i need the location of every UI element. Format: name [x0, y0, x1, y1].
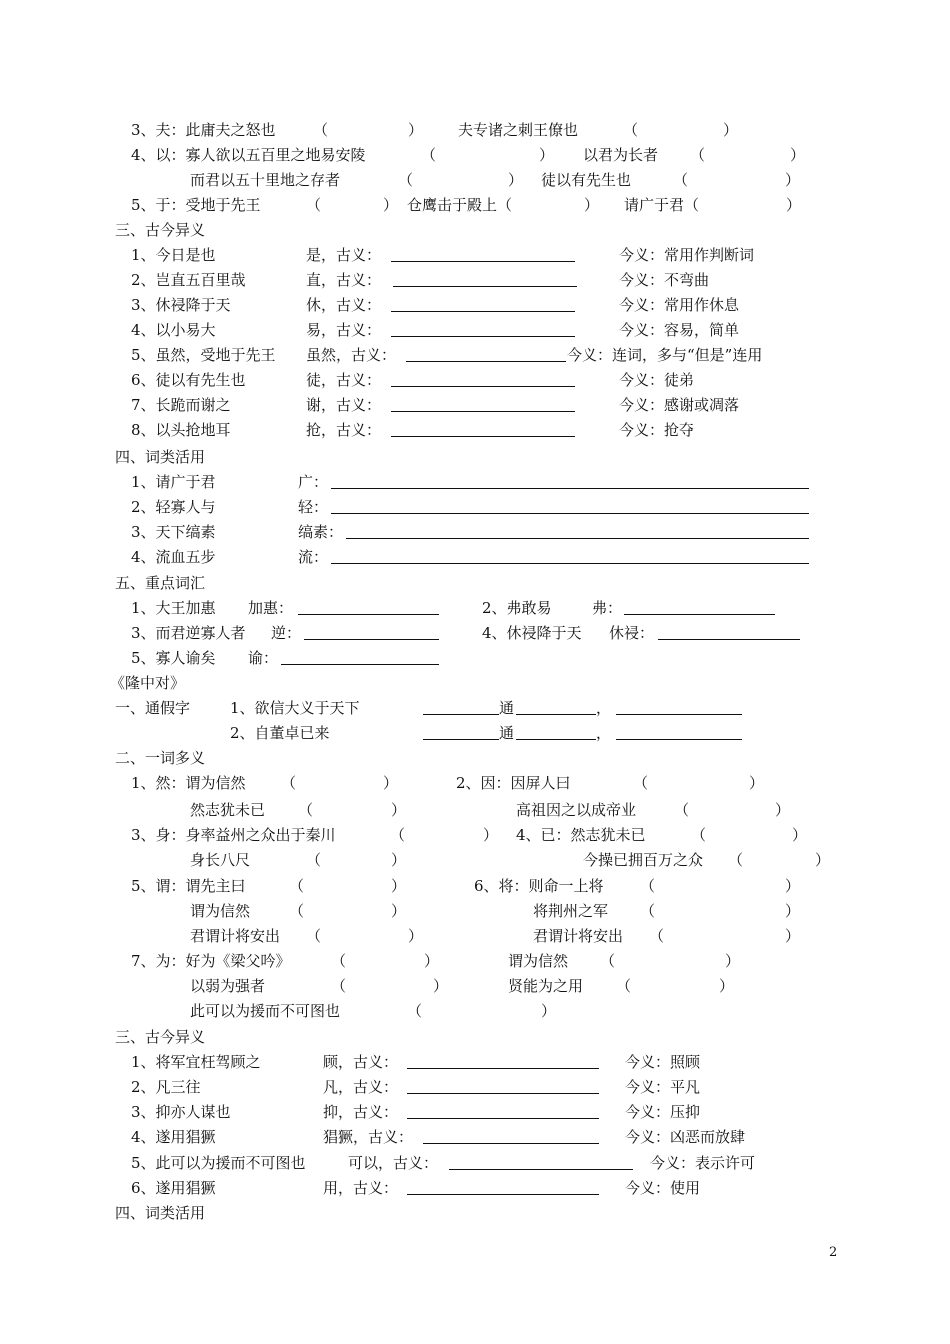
entry-text: 5、此可以为援而不可图也 — [131, 1154, 306, 1172]
entry-text: 3、抑亦人谋也 — [131, 1103, 231, 1121]
word-label: 广： — [298, 473, 329, 491]
answer-blank[interactable] — [407, 1052, 599, 1069]
page-number: 2 — [829, 1245, 838, 1260]
gu-label: 休，古义： — [306, 296, 382, 314]
paren-close: ） — [785, 927, 801, 945]
gu-label: 凡，古义： — [323, 1078, 399, 1096]
jin-text: 今义：容易，简单 — [619, 321, 740, 339]
word-label: 轻： — [298, 498, 329, 516]
section-heading: 三、古今异义 — [115, 1028, 206, 1046]
jin-text: 今义：常用作休息 — [619, 296, 740, 314]
word-label: 弗： — [592, 599, 623, 617]
word-label: 流： — [298, 548, 329, 566]
answer-blank[interactable] — [516, 698, 596, 715]
answer-blank[interactable] — [331, 497, 809, 514]
section-heading: 四、词类活用 — [115, 448, 206, 466]
entry-text: 5、谓：谓先主曰 — [131, 877, 246, 895]
entry-text: 2、轻寡人与 — [131, 498, 216, 516]
gu-label: 抑，古义： — [323, 1103, 399, 1121]
entry-text: 4、以：寡人欲以五百里之地易安陵 — [131, 146, 366, 164]
paren-open: （ — [289, 877, 305, 895]
paren-open: （ — [331, 977, 347, 995]
jin-text: 今义：不弯曲 — [619, 271, 710, 289]
gu-label: 虽然，古义： — [306, 346, 397, 364]
paren-open: （ — [390, 826, 406, 844]
answer-blank[interactable] — [658, 623, 800, 640]
gu-label: 猖獗，古义： — [323, 1128, 414, 1146]
entry-text: 谓为信然 — [508, 952, 569, 970]
entry-text: 君谓计将安出 — [190, 927, 281, 945]
gu-label: 谢，古义： — [306, 396, 382, 414]
paren-open: （ — [306, 851, 322, 869]
answer-blank[interactable] — [516, 723, 596, 740]
entry-text: 请广于君（ — [624, 196, 700, 214]
entry-text: 而君以五十里地之存者 — [190, 171, 341, 189]
answer-blank[interactable] — [407, 1102, 599, 1119]
entry-text: 3、身：身率益州之众出于秦川 — [131, 826, 336, 844]
section-heading: 三、古今异义 — [115, 221, 206, 239]
section-heading: 四、词类活用 — [115, 1204, 206, 1222]
paren-open: （ — [616, 977, 632, 995]
answer-blank[interactable] — [304, 623, 439, 640]
word-label: 休祲： — [609, 624, 655, 642]
jin-text: 今义：表示许可 — [650, 1154, 756, 1172]
paren-close: ） — [785, 902, 801, 920]
answer-blank[interactable] — [281, 648, 439, 665]
entry-text: 贤能为之用 — [508, 977, 584, 995]
section-heading: 一、通假字 — [115, 699, 191, 717]
paren-close: ） — [792, 826, 808, 844]
answer-blank[interactable] — [407, 1178, 599, 1195]
entry-text: 以弱为强者 — [190, 977, 266, 995]
entry-text: 2、凡三往 — [131, 1078, 201, 1096]
entry-text: 2、自董卓已来 — [230, 724, 330, 742]
paren-close: ） — [433, 977, 449, 995]
answer-blank[interactable] — [298, 598, 439, 615]
paren-close: ） — [508, 171, 524, 189]
answer-blank[interactable] — [616, 698, 742, 715]
paren-open: （ — [690, 146, 706, 164]
paren-close: ） — [815, 851, 831, 869]
section-heading: 二、一词多义 — [115, 749, 206, 767]
comma: ， — [596, 699, 612, 717]
paren-close: ） — [723, 121, 739, 139]
paren-close: ） — [391, 877, 407, 895]
entry-text: 4、已：然志犹未已 — [516, 826, 646, 844]
jin-text: 今义：使用 — [625, 1179, 701, 1197]
paren-close: ） — [584, 196, 600, 214]
entry-text: 6、遂用猖獗 — [131, 1179, 216, 1197]
jin-text: 今义：压抑 — [625, 1103, 701, 1121]
answer-blank[interactable] — [391, 320, 575, 337]
entry-text: 2、弗敢易 — [482, 599, 552, 617]
paren-open: （ — [306, 927, 322, 945]
paren-close: ） — [539, 146, 555, 164]
answer-blank[interactable] — [391, 395, 575, 412]
jin-text: 今义：徒弟 — [619, 371, 695, 389]
paren-close: ） — [408, 927, 424, 945]
paren-open: （ — [673, 171, 689, 189]
answer-blank[interactable] — [393, 270, 577, 287]
paren-open: （ — [407, 1002, 423, 1020]
answer-blank[interactable] — [423, 698, 499, 715]
paren-open: （ — [331, 952, 347, 970]
answer-blank[interactable] — [406, 345, 566, 362]
entry-text: 7、为：好为《梁父吟》 — [131, 952, 291, 970]
entry-text: 2、岂直五百里哉 — [131, 271, 246, 289]
answer-blank[interactable] — [616, 723, 742, 740]
entry-text: 徒以有先生也 — [541, 171, 632, 189]
section-heading: 五、重点词汇 — [115, 574, 206, 592]
entry-text: 高祖因之以成帝业 — [516, 801, 637, 819]
answer-blank[interactable] — [407, 1077, 599, 1094]
paren-close: ） — [408, 121, 424, 139]
entry-text: 6、徒以有先生也 — [131, 371, 246, 389]
tong-label: 通 — [499, 699, 515, 717]
answer-blank[interactable] — [331, 472, 809, 489]
jin-text: 今义：连词，多与“但是”连用 — [567, 346, 763, 364]
gu-label: 可以，古义： — [348, 1154, 439, 1172]
jin-text: 今义：抢夺 — [619, 421, 695, 439]
paren-close: ） — [383, 774, 399, 792]
entry-text: 6、将：则命一上将 — [474, 877, 604, 895]
answer-blank[interactable] — [391, 370, 575, 387]
paren-open: （ — [728, 851, 744, 869]
paren-open: （ — [298, 801, 314, 819]
entry-text: 夫专诸之刺王僚也 — [458, 121, 579, 139]
paren-close: ） — [391, 801, 407, 819]
entry-text: 1、然：谓为信然 — [131, 774, 246, 792]
text-title: 《隆中对》 — [110, 674, 186, 692]
entry-text: 4、休祲降于天 — [482, 624, 582, 642]
paren-open: （ — [649, 927, 665, 945]
paren-open: （ — [398, 171, 414, 189]
entry-text: 3、夫：此庸夫之怒也 — [131, 121, 276, 139]
gu-label: 用，古义： — [323, 1179, 399, 1197]
entry-text: 5、虽然，受地于先王 — [131, 346, 276, 364]
answer-blank[interactable] — [331, 547, 809, 564]
paren-close: ） — [541, 1002, 557, 1020]
paren-close: ） — [775, 801, 791, 819]
paren-open: （ — [313, 121, 329, 139]
entry-text: 4、以小易大 — [131, 321, 216, 339]
paren-close: ） — [391, 851, 407, 869]
paren-open: （ — [633, 774, 649, 792]
entry-text: 1、今日是也 — [131, 246, 216, 264]
gu-label: 是，古义： — [306, 246, 382, 264]
gu-label: 顾，古义： — [323, 1053, 399, 1071]
word-label: 逆： — [271, 624, 302, 642]
paren-open: （ — [640, 902, 656, 920]
paren-close: ） — [483, 826, 499, 844]
entry-text: 仓鹰击于殿上（ — [407, 196, 513, 214]
paren-close: ） — [719, 977, 735, 995]
paren-close: ） — [786, 196, 802, 214]
word-label: 缟素： — [298, 523, 344, 541]
answer-blank[interactable] — [346, 522, 809, 539]
paren-close: ） — [785, 171, 801, 189]
entry-text: 身长八尺 — [190, 851, 251, 869]
jin-text: 今义：平凡 — [625, 1078, 701, 1096]
gu-label: 徒，古义： — [306, 371, 382, 389]
paren-close: ） — [749, 774, 765, 792]
entry-text: 谓为信然 — [190, 902, 251, 920]
entry-text: 将荆州之军 — [533, 902, 609, 920]
tong-label: 通 — [499, 724, 515, 742]
paren-open: （ — [289, 902, 305, 920]
word-label: 加惠： — [248, 599, 294, 617]
entry-text: 1、请广于君 — [131, 473, 216, 491]
entry-text: 3、而君逆寡人者 — [131, 624, 246, 642]
paren-open: （ — [640, 877, 656, 895]
paren-open: （ — [691, 826, 707, 844]
entry-text: 3、天下缟素 — [131, 523, 216, 541]
entry-text: 今操已拥百万之众 — [583, 851, 704, 869]
entry-text: 5、寡人谕矣 — [131, 649, 216, 667]
comma: ， — [596, 724, 612, 742]
entry-text: 以君为长者 — [583, 146, 659, 164]
paren-close: ） — [725, 952, 741, 970]
paren-open: （ — [281, 774, 297, 792]
answer-blank[interactable] — [624, 598, 775, 615]
answer-blank[interactable] — [391, 420, 575, 437]
jin-text: 今义：照顾 — [625, 1053, 701, 1071]
entry-text: 5、于：受地于先王 — [131, 196, 261, 214]
entry-text: 3、休祲降于天 — [131, 296, 231, 314]
paren-close: ） — [383, 196, 399, 214]
answer-blank[interactable] — [391, 245, 575, 262]
paren-open: （ — [674, 801, 690, 819]
entry-text: 1、大王加惠 — [131, 599, 216, 617]
paren-open: （ — [600, 952, 616, 970]
answer-blank[interactable] — [391, 295, 575, 312]
entry-text: 君谓计将安出 — [533, 927, 624, 945]
entry-text: 此可以为援而不可图也 — [190, 1002, 341, 1020]
paren-close: ） — [790, 146, 806, 164]
paren-close: ） — [391, 902, 407, 920]
paren-open: （ — [306, 196, 322, 214]
jin-text: 今义：凶恶而放肆 — [625, 1128, 746, 1146]
entry-text: 1、欲信大义于天下 — [230, 699, 360, 717]
answer-blank[interactable] — [449, 1153, 633, 1170]
entry-text: 1、将军宜枉驾顾之 — [131, 1053, 261, 1071]
paren-open: （ — [421, 146, 437, 164]
answer-blank[interactable] — [423, 1127, 599, 1144]
gu-label: 抢，古义： — [306, 421, 382, 439]
entry-text: 8、以头抢地耳 — [131, 421, 231, 439]
paren-close: ） — [785, 877, 801, 895]
entry-text: 然志犹未已 — [190, 801, 266, 819]
jin-text: 今义：常用作判断词 — [619, 246, 755, 264]
entry-text: 7、长跪而谢之 — [131, 396, 231, 414]
jin-text: 今义：感谢或凋落 — [619, 396, 740, 414]
gu-label: 易，古义： — [306, 321, 382, 339]
word-label: 谕： — [248, 649, 279, 667]
paren-close: ） — [424, 952, 440, 970]
answer-blank[interactable] — [423, 723, 499, 740]
paren-open: （ — [623, 121, 639, 139]
entry-text: 4、流血五步 — [131, 548, 216, 566]
gu-label: 直，古义： — [306, 271, 382, 289]
entry-text: 2、因：因屏人曰 — [456, 774, 571, 792]
entry-text: 4、遂用猖獗 — [131, 1128, 216, 1146]
